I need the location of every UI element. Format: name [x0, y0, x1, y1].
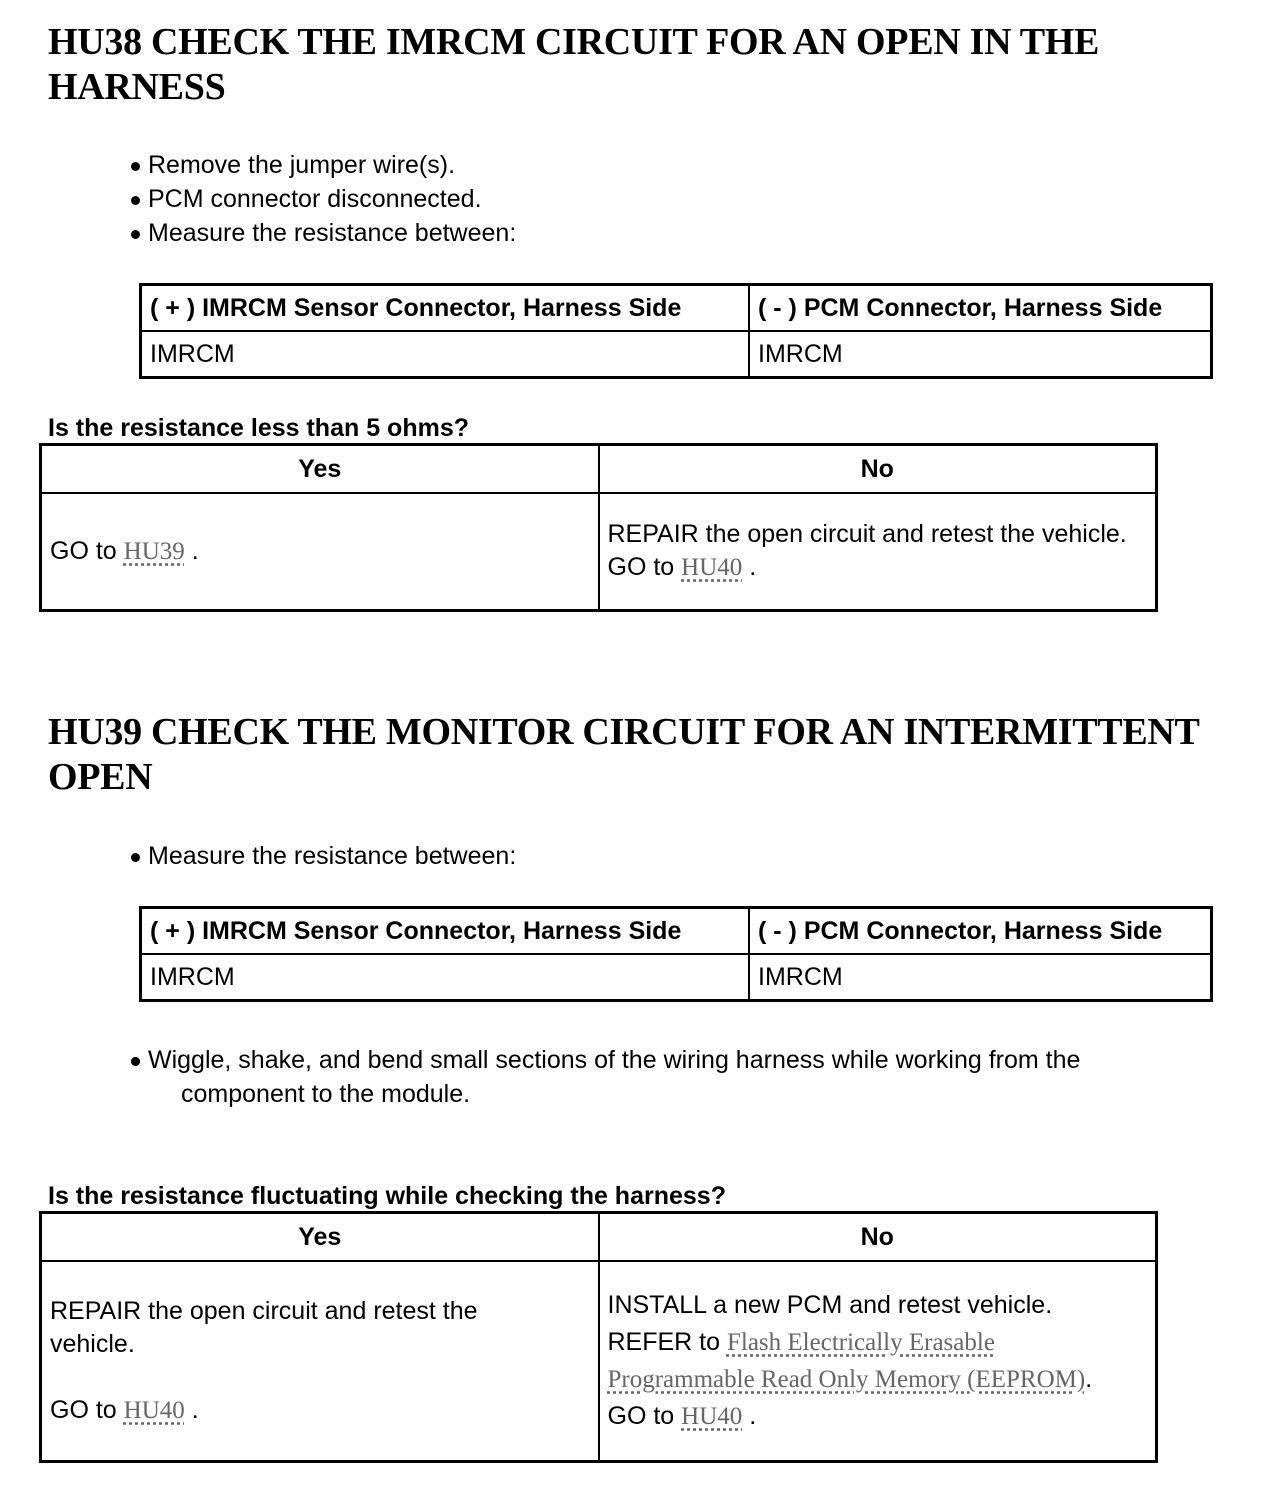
yes-cell: REPAIR the open circuit and retest the vehicle. GO to HU40 . — [41, 1261, 599, 1461]
table-cell: IMRCM — [749, 954, 1212, 1001]
decision-table — [39, 443, 1158, 612]
no-header: No — [599, 445, 1157, 494]
instruction-list — [130, 839, 516, 873]
no-cell: REPAIR the open circuit and retest the vehicle. GO to HU40 . — [599, 493, 1157, 610]
yes-header: Yes — [41, 445, 599, 494]
yes-cell: GO to HU39 . — [41, 493, 599, 610]
table-cell: IMRCM — [141, 954, 750, 1001]
column-header-positive: ( + ) IMRCM Sensor Connector, Harness Side — [141, 908, 750, 955]
list-item: Measure the resistance between: — [130, 839, 516, 873]
instruction-list — [130, 148, 516, 250]
decision-table — [39, 1211, 1158, 1463]
table-cell: IMRCM — [749, 331, 1212, 378]
link-hu39[interactable]: HU39 — [123, 537, 185, 565]
connector-table — [139, 906, 1213, 1002]
column-header-positive: ( + ) IMRCM Sensor Connector, Harness Side — [141, 285, 750, 332]
table-cell: IMRCM — [141, 331, 750, 378]
link-hu40[interactable]: HU40 — [681, 1402, 743, 1430]
link-flash-eeprom[interactable]: Flash Electrically Erasable Programmable Read Only Memory (EEPROM) — [607, 1328, 1086, 1393]
list-item: Wiggle, shake, and bend small sections of the wiring harness while working from the component to the module. — [130, 1043, 1230, 1111]
question-text: Is the resistance less than 5 ohms? — [48, 414, 469, 442]
no-header: No — [599, 1213, 1157, 1262]
no-cell: INSTALL a new PCM and retest vehicle. REFER to Flash Electrically Erasable Programmable Read Only Memory (EEPROM). GO to HU40 . — [599, 1261, 1157, 1461]
yes-header: Yes — [41, 1213, 599, 1262]
list-item: Measure the resistance between: — [130, 216, 516, 250]
instruction-list-after — [130, 1043, 1230, 1111]
list-item: Remove the jumper wire(s). — [130, 148, 516, 182]
column-header-negative: ( - ) PCM Connector, Harness Side — [749, 908, 1212, 955]
step-title: HU39 CHECK THE MONITOR CIRCUIT FOR AN INTERMITTENT OPEN — [48, 711, 1199, 798]
link-hu40[interactable]: HU40 — [681, 554, 743, 582]
connector-table — [139, 283, 1213, 379]
list-item: PCM connector disconnected. — [130, 182, 516, 216]
link-hu40[interactable]: HU40 — [123, 1396, 185, 1424]
question-text: Is the resistance fluctuating while checking the harness? — [48, 1182, 726, 1210]
column-header-negative: ( - ) PCM Connector, Harness Side — [749, 285, 1212, 332]
step-title: HU38 CHECK THE IMRCM CIRCUIT FOR AN OPEN IN THE HARNESS — [48, 21, 1100, 108]
